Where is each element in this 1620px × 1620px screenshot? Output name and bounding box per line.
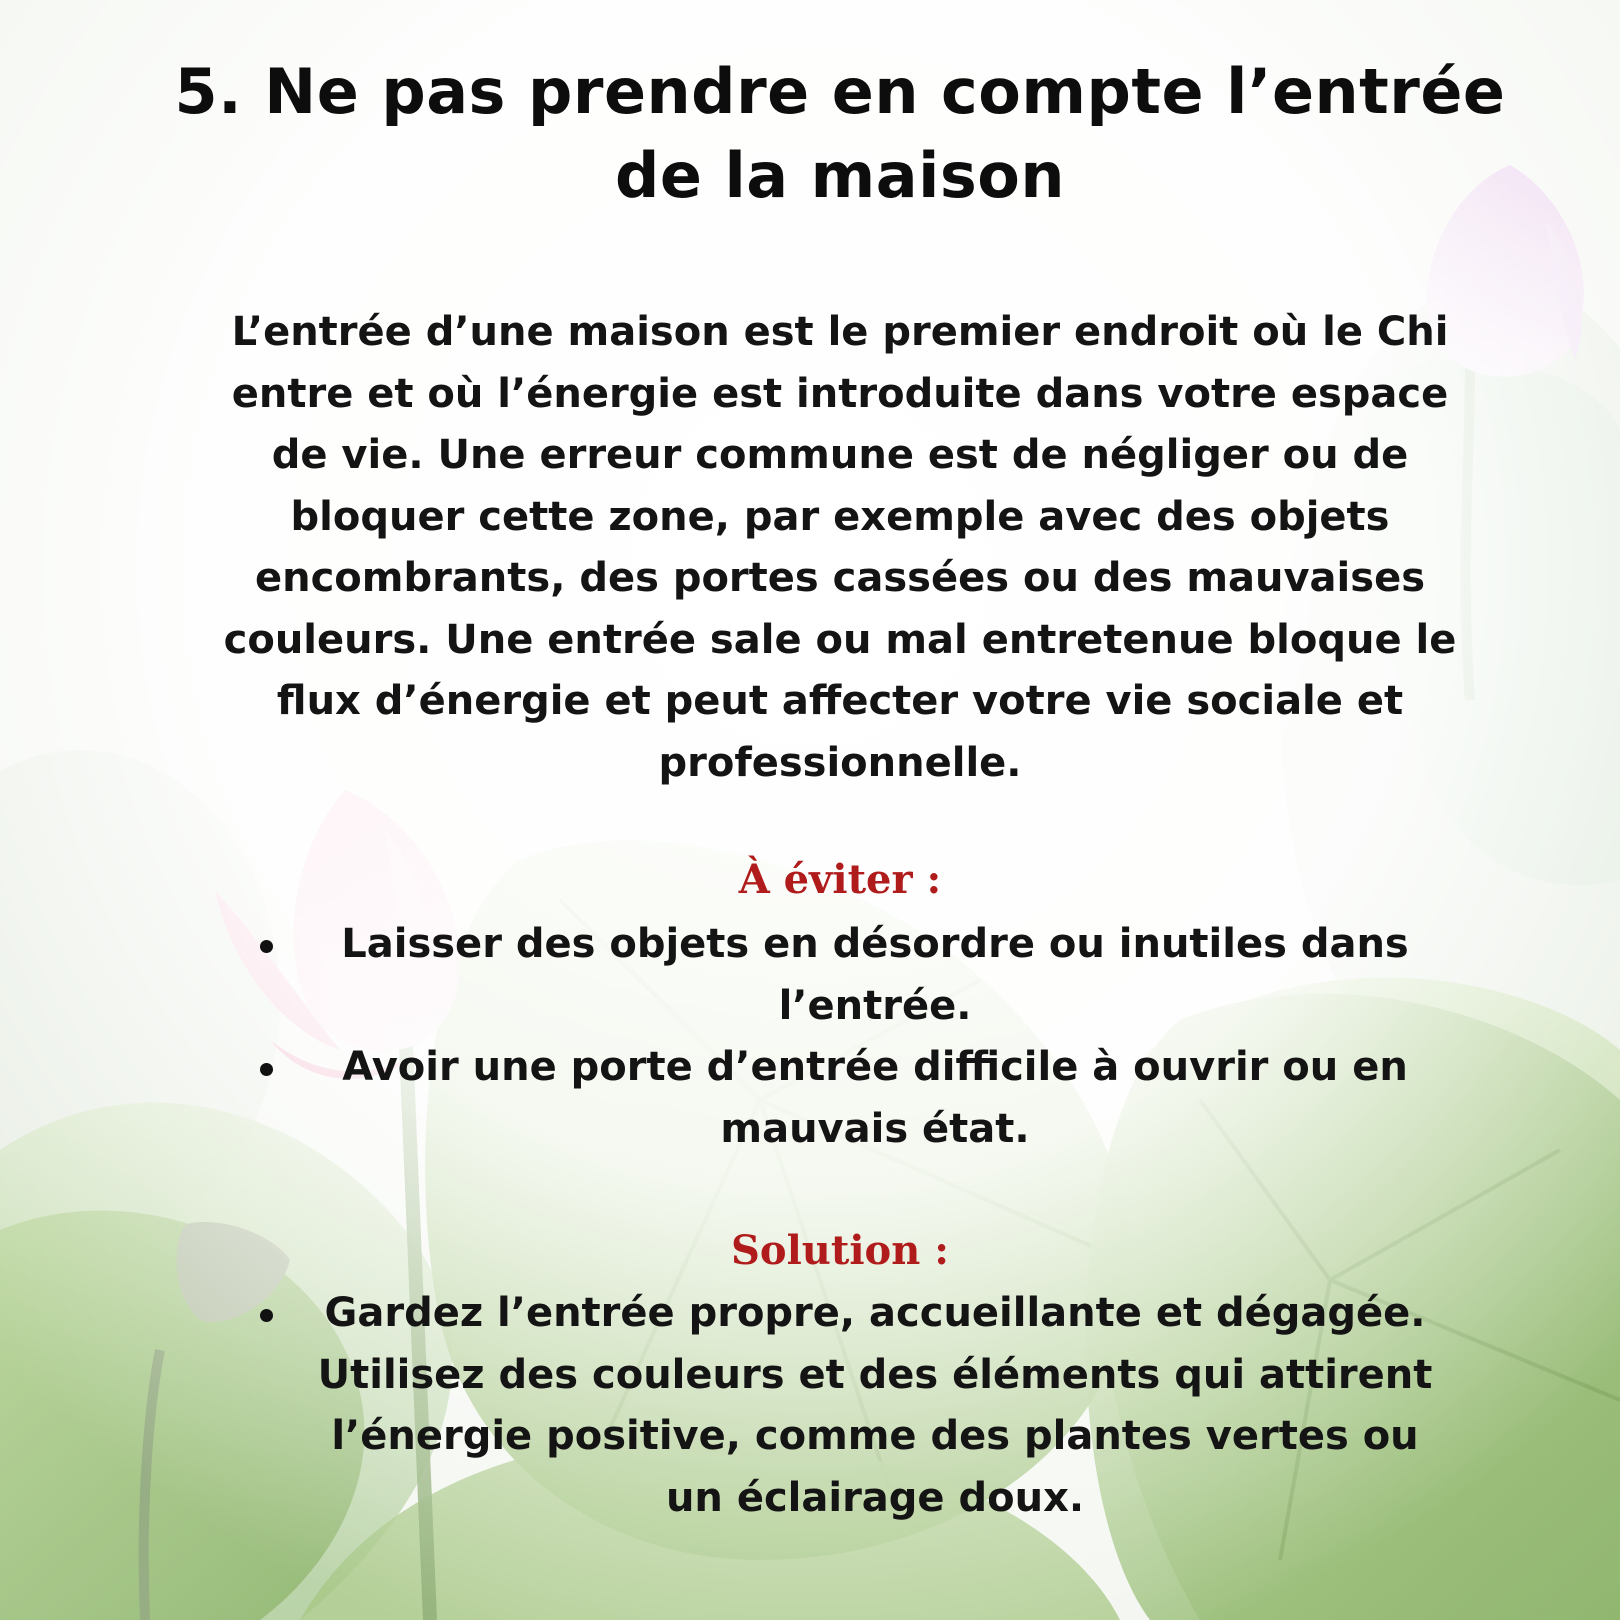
list-item	[250, 1037, 1450, 1160]
avoid-heading: À éviter :	[738, 856, 942, 903]
page-title: 5. Ne pas prendre en compte l’entrée de la maison	[174, 55, 1506, 212]
bullet-icon	[260, 1063, 273, 1076]
bullet-icon	[260, 940, 273, 953]
list-item-text: Avoir une porte d’entrée difficile à ouvrir ou en mauvais état.	[342, 1044, 1408, 1152]
solution-heading: Solution :	[731, 1227, 949, 1274]
bullet-icon	[260, 1309, 273, 1322]
avoid-list	[250, 914, 1450, 1160]
list-item	[250, 1283, 1450, 1529]
intro-paragraph: L’entrée d’une maison est le premier endroit où le Chi entre et où l’énergie est introduite dans votre espace de vie. Une erreur commune est de négliger ou de bloquer cette zone, par exemple avec des objets encombrants, des portes cassées ou des mauvaises couleurs. Une entrée sale ou mal entretenue bloque le flux d’énergie et peut affecter votre vie sociale et professionnelle.	[223, 309, 1457, 786]
list-item-text: Laisser des objets en désordre ou inutiles dans l’entrée.	[341, 921, 1409, 1029]
solution-list	[250, 1283, 1450, 1529]
list-item	[250, 914, 1450, 1037]
list-item-text: Gardez l’entrée propre, accueillante et dégagée. Utilisez des couleurs et des éléments qui attirent l’énergie positive, comme des plantes vertes ou un éclairage doux.	[317, 1290, 1433, 1521]
